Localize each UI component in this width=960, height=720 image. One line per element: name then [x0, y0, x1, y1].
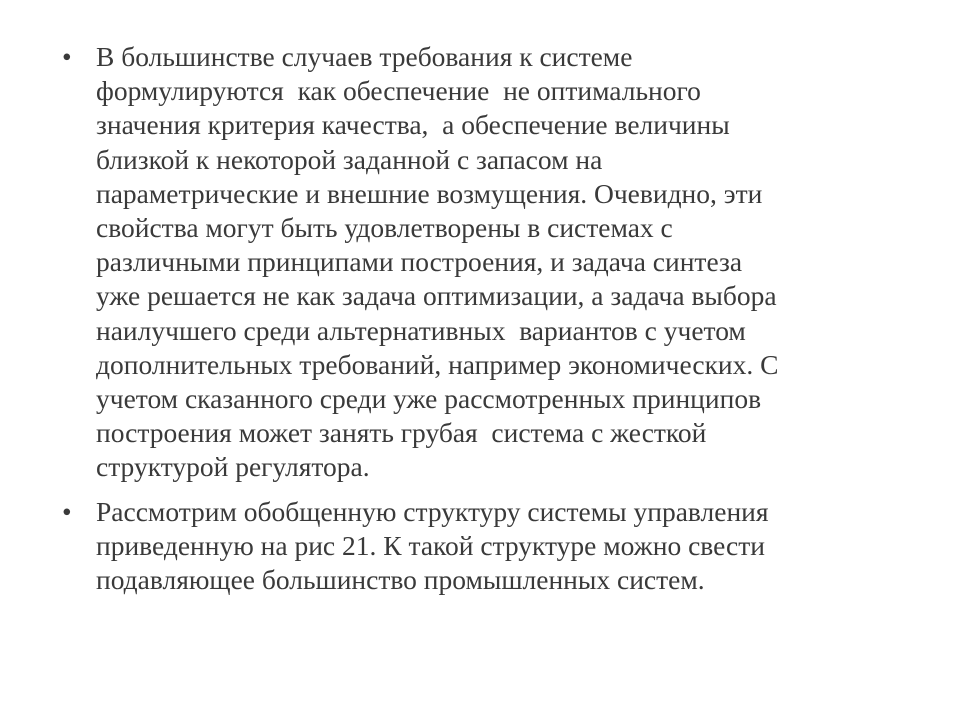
bullet-1-line-4: близкой к некоторой заданной с запасом на: [96, 143, 603, 175]
bullet-icon: •: [62, 495, 72, 527]
bullet-1-line-13: структурой регулятора.: [96, 451, 370, 483]
bullet-1-line-3: значения критерия качества, а обеспечение величины: [96, 109, 730, 141]
bullet-list: [62, 40, 922, 607]
bullet-1-line-12: построения может занять грубая система с жесткой: [96, 417, 707, 449]
bullet-1-line-7: различными принципами построения, и задача синтеза: [96, 246, 743, 278]
bullet-1-line-1: В большинстве случаев требования к системе: [96, 41, 633, 72]
bullet-2-line-1: Рассмотрим обобщенную структуру системы управления: [96, 495, 769, 527]
bullet-1-line-11: учетом сказанного среди уже рассмотренных принципов: [96, 383, 762, 415]
bullet-1-line-6: свойства могут быть удовлетворены в системах с: [96, 212, 673, 244]
bullet-1-line-10: дополнительных требований, например экономических. С: [96, 348, 779, 380]
bullet-item-2: [62, 495, 922, 598]
bullet-item-1: [62, 40, 922, 485]
bullet-2-line-3: подавляющее большинство промышленных систем.: [96, 564, 705, 596]
bullet-1-line-2: формулируются как обеспечение не оптимального: [96, 75, 701, 107]
bullet-icon: •: [62, 41, 72, 72]
bullet-1-line-5: параметрические и внешние возмущения. Очевидно, эти: [96, 177, 763, 209]
bullet-2-line-2: приведенную на рис 21. К такой структуре можно свести: [96, 529, 765, 561]
bullet-1-line-8: уже решается не как задача оптимизации, а задача выбора: [96, 280, 777, 312]
bullet-1-line-9: наилучшего среди альтернативных вариантов с учетом: [96, 314, 746, 346]
